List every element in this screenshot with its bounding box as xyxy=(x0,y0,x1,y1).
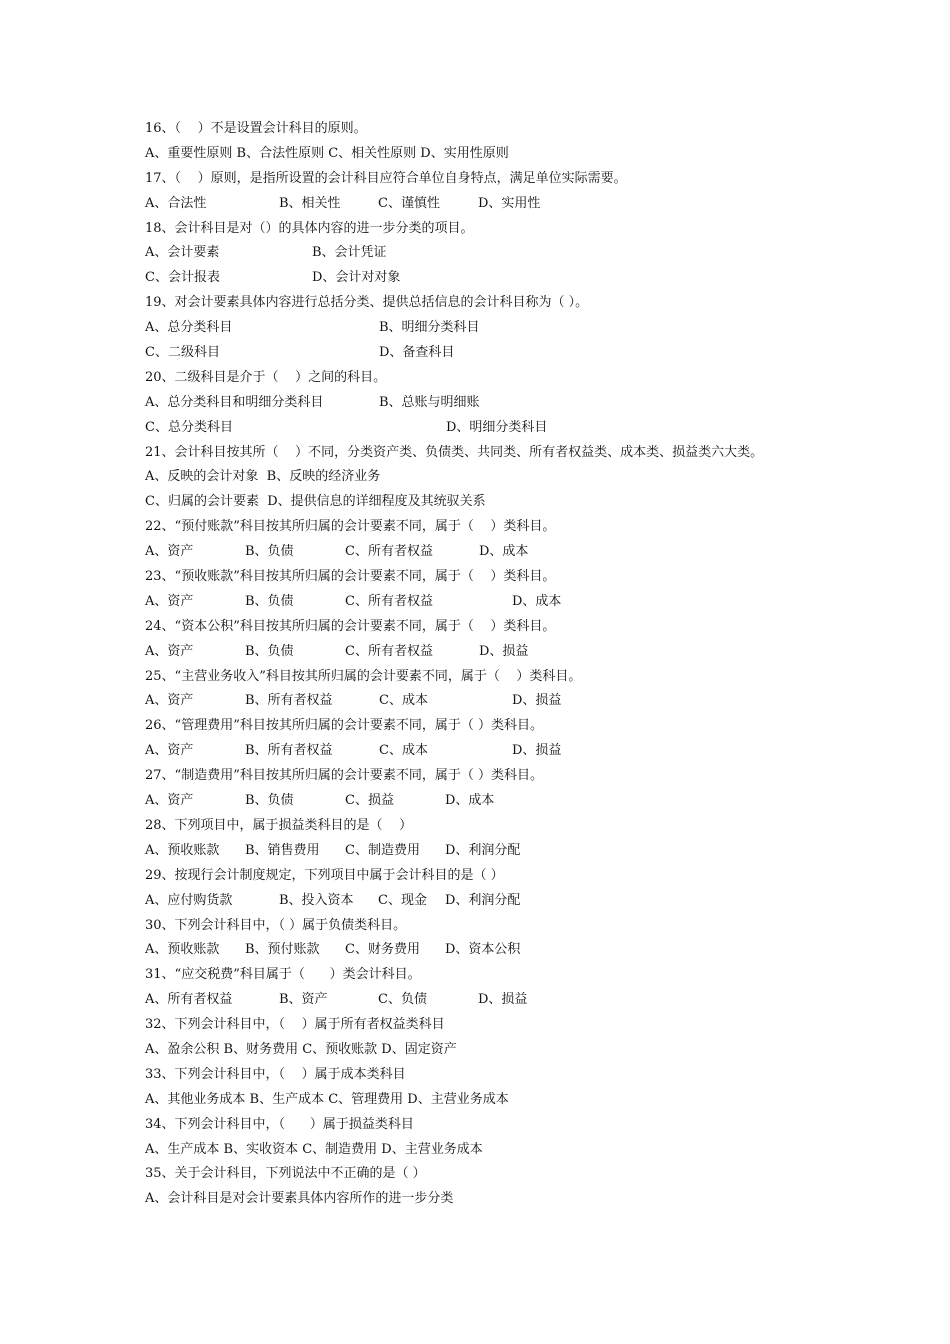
option-b: B、所有者权益 xyxy=(245,693,333,709)
options-18-row2 xyxy=(145,266,865,291)
question-21: 21、会计科目按其所（ ）不同，分类资产类、负债类、共同类、所有者权益类、成本类、损益类六大类。 xyxy=(145,444,764,460)
question-17: 17、（ ）原则，是指所设置的会计科目应符合单位自身特点，满足单位实际需要。 xyxy=(145,170,627,186)
options-22 xyxy=(145,540,865,565)
options-20-row2 xyxy=(145,416,865,441)
option-b: B、投入资本 xyxy=(279,892,354,908)
option-d: D、明细分类科目 xyxy=(446,419,548,435)
option-d: D、利润分配 xyxy=(445,842,521,858)
option-a: A、资产 xyxy=(145,593,194,609)
question-23: 23、“预收账款”科目按其所归属的会计要素不同，属于（ ）类科目。 xyxy=(145,569,556,585)
option-a: A、会计要素 xyxy=(145,245,220,261)
question-33: 33、下列会计科目中，（ ）属于成本类科目 xyxy=(145,1066,406,1082)
options-29 xyxy=(145,889,865,914)
option-c: C、会计报表 xyxy=(145,270,220,286)
option-a: A、预收账款 xyxy=(145,842,220,858)
option-a: A、资产 xyxy=(145,793,194,809)
option-c: C、所有者权益 xyxy=(345,544,433,560)
options-28 xyxy=(145,839,865,864)
options-30 xyxy=(145,938,865,963)
options-35: A、会计科目是对会计要素具体内容所作的进一步分类 xyxy=(145,1191,454,1207)
options-19-row2 xyxy=(145,341,865,366)
question-20: 20、二级科目是介于（ ）之间的科目。 xyxy=(145,369,387,385)
option-b: B、负债 xyxy=(245,544,294,560)
options-24 xyxy=(145,640,865,665)
option-d: D、资本公积 xyxy=(445,942,521,958)
options-26 xyxy=(145,739,865,764)
option-c: C、所有者权益 xyxy=(345,643,433,659)
option-a: A、总分类科目 xyxy=(145,320,233,336)
options-33: A、其他业务成本 B、生产成本 C、管理费用 D、主营业务成本 xyxy=(145,1091,509,1107)
options-20-row1 xyxy=(145,391,865,416)
question-31: 31、“应交税费”科目属于（ ）类会计科目。 xyxy=(145,967,421,983)
option-c: C、财务费用 xyxy=(345,942,420,958)
option-c: C、制造费用 xyxy=(345,842,420,858)
option-d: D、会计对对象 xyxy=(312,270,401,286)
option-c: C、谨慎性 xyxy=(378,195,440,211)
options-16: A、重要性原则 B、合法性原则 C、相关性原则 D、实用性原则 xyxy=(145,145,509,161)
option-c: C、损益 xyxy=(345,793,394,809)
option-a: A、所有者权益 xyxy=(145,992,233,1008)
option-d: D、利润分配 xyxy=(445,892,521,908)
question-34: 34、下列会计科目中，（ ）属于损益类科目 xyxy=(145,1116,414,1132)
option-d: D、备查科目 xyxy=(379,345,455,361)
option-a: A、应付购货款 xyxy=(145,892,233,908)
options-32: A、盈余公积 B、财务费用 C、预收账款 D、固定资产 xyxy=(145,1041,457,1057)
option-a: A、资产 xyxy=(145,544,194,560)
options-21-row2: C、归属的会计要素 D、提供信息的详细程度及其统驭关系 xyxy=(145,494,486,510)
options-25 xyxy=(145,689,865,714)
question-32: 32、下列会计科目中，（ ）属于所有者权益类科目 xyxy=(145,1017,445,1033)
option-a: A、资产 xyxy=(145,643,194,659)
option-d: D、损益 xyxy=(479,643,529,659)
option-b: B、预付账款 xyxy=(245,942,320,958)
question-24: 24、“资本公积”科目按其所归属的会计要素不同，属于（ ）类科目。 xyxy=(145,618,556,634)
option-b: B、明细分类科目 xyxy=(379,320,480,336)
option-d: D、损益 xyxy=(478,992,528,1008)
options-18-row1 xyxy=(145,241,865,266)
question-26: 26、“管理费用”科目按其所归属的会计要素不同，属于（ ）类科目。 xyxy=(145,718,543,734)
option-c: C、负债 xyxy=(378,992,427,1008)
question-35: 35、关于会计科目，下列说法中不正确的是（ ） xyxy=(145,1166,426,1182)
option-d: D、成本 xyxy=(512,593,562,609)
question-27: 27、“制造费用”科目按其所归属的会计要素不同，属于（ ）类科目。 xyxy=(145,768,543,784)
option-a: A、总分类科目和明细分类科目 xyxy=(145,394,324,410)
options-17 xyxy=(145,192,865,217)
options-34: A、生产成本 B、实收资本 C、制造费用 D、主营业务成本 xyxy=(145,1141,483,1157)
option-b: B、销售费用 xyxy=(245,842,320,858)
question-19: 19、对会计要素具体内容进行总括分类、提供总括信息的会计科目称为（ ）。 xyxy=(145,295,589,311)
question-30: 30、下列会计科目中，（ ）属于负债类科目。 xyxy=(145,917,407,933)
options-27 xyxy=(145,789,865,814)
option-c: C、成本 xyxy=(379,693,428,709)
option-d: D、成本 xyxy=(445,793,495,809)
option-c: C、成本 xyxy=(379,743,428,759)
option-b: B、总账与明细账 xyxy=(379,394,480,410)
question-22: 22、“预付账款”科目按其所归属的会计要素不同，属于（ ）类科目。 xyxy=(145,519,556,535)
option-b: B、负债 xyxy=(245,793,294,809)
question-18: 18、会计科目是对（）的具体内容的进一步分类的项目。 xyxy=(145,220,474,236)
option-d: D、损益 xyxy=(512,743,562,759)
option-b: B、相关性 xyxy=(279,195,341,211)
question-list xyxy=(145,117,865,1212)
option-b: B、会计凭证 xyxy=(312,245,387,261)
option-a: A、资产 xyxy=(145,743,194,759)
option-b: B、资产 xyxy=(279,992,328,1008)
option-a: A、合法性 xyxy=(145,195,207,211)
option-a: A、预收账款 xyxy=(145,942,220,958)
option-c: C、总分类科目 xyxy=(145,419,233,435)
question-25: 25、“主营业务收入”科目按其所归属的会计要素不同，属于（ ）类科目。 xyxy=(145,668,582,684)
option-b: B、所有者权益 xyxy=(245,743,333,759)
option-d: D、损益 xyxy=(512,693,562,709)
option-c: C、二级科目 xyxy=(145,345,220,361)
option-b: B、负债 xyxy=(245,643,294,659)
question-28: 28、下列项目中，属于损益类科目的是（ ） xyxy=(145,817,413,833)
question-16: 16、（ ）不是设置会计科目的原则。 xyxy=(145,121,367,136)
option-c: C、所有者权益 xyxy=(345,593,433,609)
option-b: B、负债 xyxy=(245,593,294,609)
option-d: D、实用性 xyxy=(478,195,541,211)
option-a: A、资产 xyxy=(145,693,194,709)
options-23 xyxy=(145,590,865,615)
options-19-row1 xyxy=(145,316,865,341)
options-21-row1: A、反映的会计对象 B、反映的经济业务 xyxy=(145,469,381,485)
option-c: C、现金 xyxy=(378,892,427,908)
options-31 xyxy=(145,988,865,1013)
question-29: 29、按现行会计制度规定，下列项目中属于会计科目的是（ ） xyxy=(145,867,504,883)
option-d: D、成本 xyxy=(479,544,529,560)
